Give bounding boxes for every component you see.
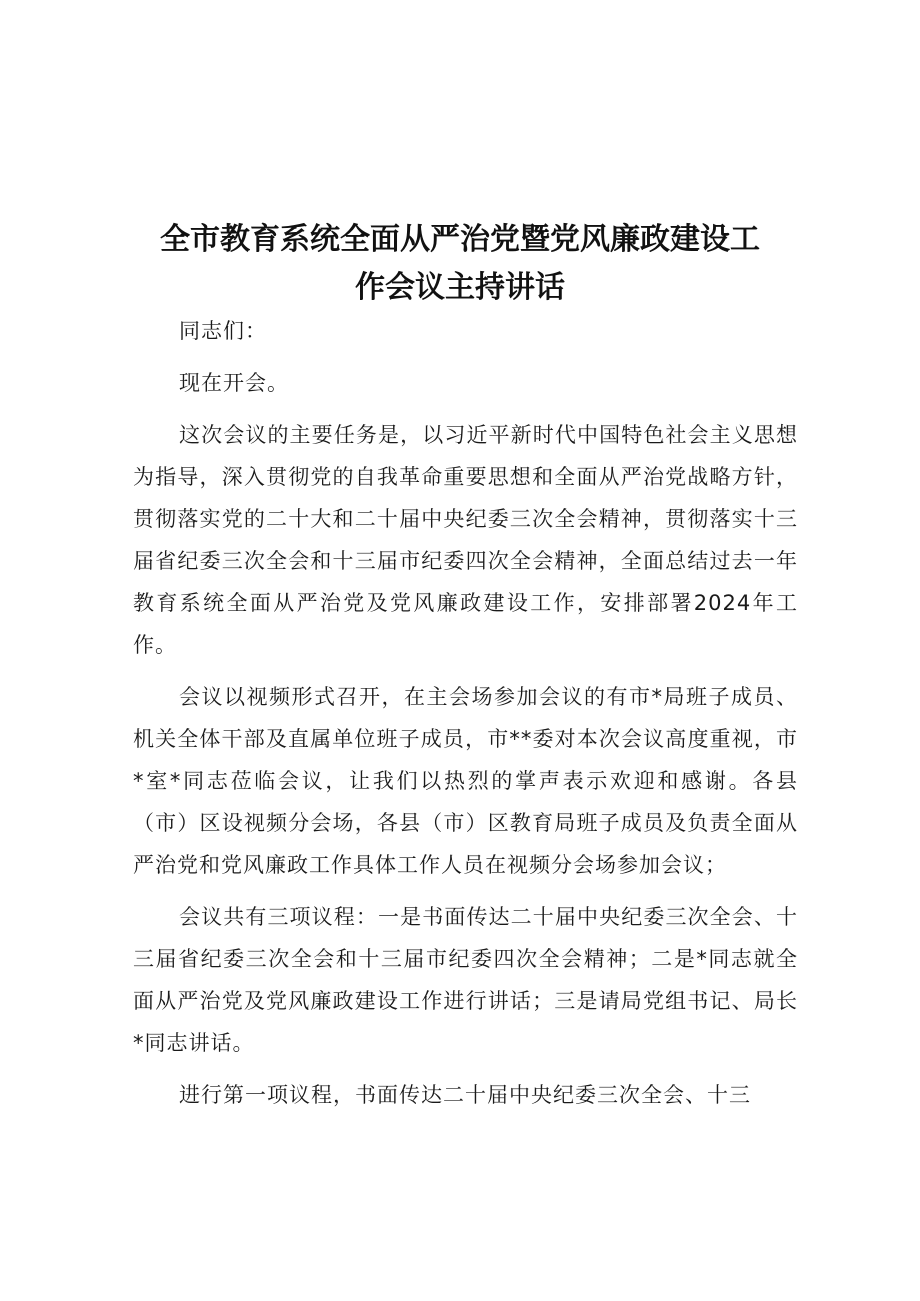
title-line-2: 作会议主持讲话 <box>355 270 565 305</box>
paragraph-agenda: 会议共有三项议程：一是书面传达二十届中央纪委三次全会、十三届省纪委三次全会和十三届市纪委四次全会精神；二是*同志就全面从严治党及党风廉政建设工作进行讲话；三是请局党组书记、局长*同志讲话。 <box>133 905 798 1055</box>
opening-statement: 现在开会。 <box>179 371 289 395</box>
paragraph-main-task: 这次会议的主要任务是，以习近平新时代中国特色社会主义思想为指导，深入贯彻党的自我革命重要思想和全面从严治党战略方针，贯彻落实党的二十大和二十届中央纪委三次全会精神，贯彻落实十三届省纪委三次全会和十三届市纪委四次全会精神，全面总结过去一年教育系统全面从严治党及党风廉政建设工作，安排部署2024年工作。 <box>133 423 798 657</box>
salutation: 同志们： <box>179 319 267 343</box>
title-line-1: 全市教育系统全面从严治党暨党风廉政建设工 <box>160 222 760 257</box>
paragraph-first-item: 进行第一项议程，书面传达二十届中央纪委三次全会、十三 <box>179 1083 751 1107</box>
document-body <box>133 310 798 1126</box>
paragraph-meeting-format: 会议以视频形式召开，在主会场参加会议的有市*局班子成员、机关全体干部及直属单位班子成员，市**委对本次会议高度重视，市*室*同志莅临会议，让我们以热烈的掌声表示欢迎和感谢。各县（市）区设视频分会场，各县（市）区教育局班子成员及负责全面从严治党和党风廉政工作具体工作人员在视频分会场参加会议； <box>133 685 798 877</box>
document-title <box>120 216 800 312</box>
